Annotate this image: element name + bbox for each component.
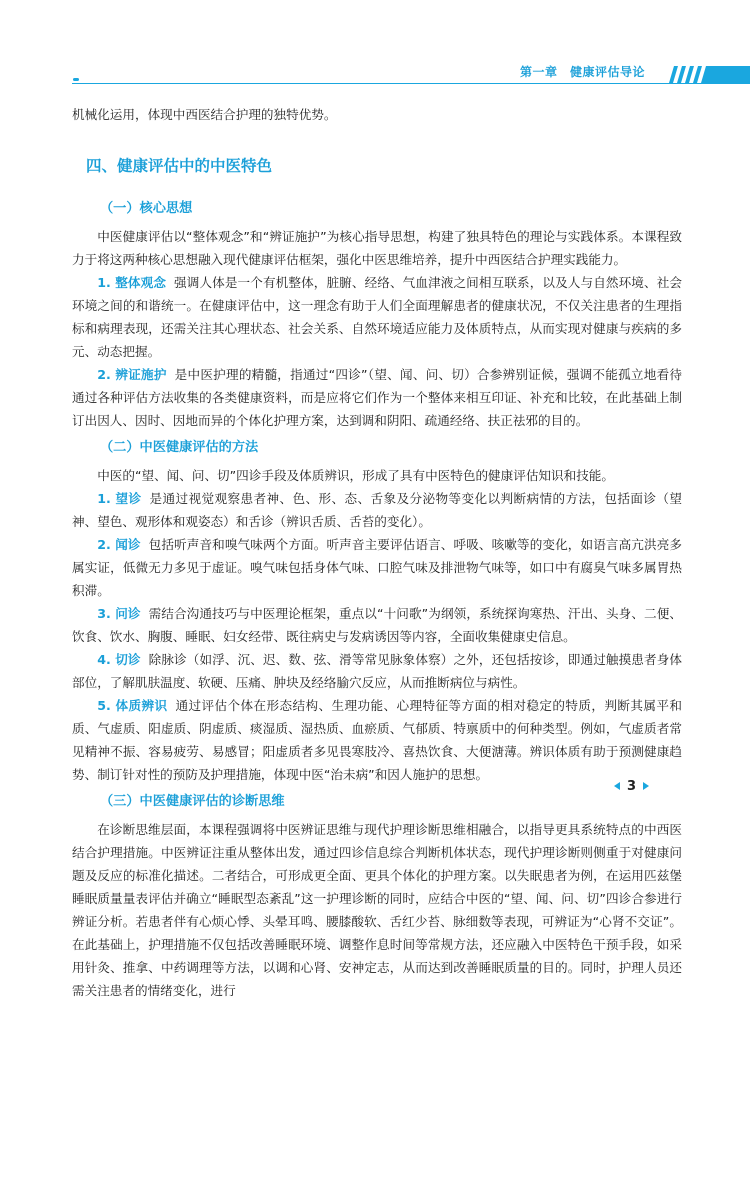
term-lead: 1. 整体观念 [97,275,167,290]
paragraph-palpation [72,648,682,694]
subsection-heading-methods: （二）中医健康评估的方法 [100,440,259,455]
continued-paragraph: 机械化运用，体现中西医结合护理的独特优势。 [72,107,337,122]
term-text: 需结合沟通技巧与中医理论框架，重点以“十问歌”为纲领，系统探询寒热、汗出、头身、二便、饮食、饮水、胸腹、睡眠、妇女经带、既往病史与发病诱因等内容，全面收集健康史信息。 [72,606,682,644]
header-rule [72,83,750,84]
header-dot-mark [73,78,79,81]
paragraph-listening-smelling [72,533,682,602]
term-text: 强调人体是一个有机整体，脏腑、经络、气血津液之间相互联系，以及人与自然环境、社会环境之间的和谐统一。在健康评估中，这一理念有助于人们全面理解患者的健康状况，不仅关注患者的生理指标和病理表现，还需关注其心理状态、社会关系、自然环境适应能力及体质特点，从而实现对健康与疾病的多元、动态把握。 [72,275,683,359]
paragraph-holistic-concept [72,271,682,363]
paragraph-inspection [72,487,682,533]
triangle-left-icon [614,782,620,790]
paragraph-constitution [72,694,682,786]
triangle-right-icon [643,782,649,790]
page-number-footer [614,776,649,796]
term-lead: 1. 望诊 [97,491,142,506]
page-number: 3 [627,778,637,794]
page-body [72,103,682,1002]
paragraph-syndrome-nursing [72,363,682,432]
term-text: 是中医护理的精髓，指通过“四诊”（望、闻、问、切）合参辨别证候，强调不能孤立地看待通过各种评估方法收集的各类健康资料，而是应将它们作为一个整体来相互印证、补充和比较，在此基础上制订出因人、因时、因地而异的个体化护理方案，达到调和阴阳、疏通经络、扶正祛邪的目的。 [72,367,682,428]
paragraph-diagnostic-thinking: 在诊断思维层面，本课程强调将中医辨证思维与现代护理诊断思维相融合，以指导更具系统特点的中西医结合护理措施。中医辨证注重从整体出发，通过四诊信息综合判断机体状态，现代护理诊断则侧重于对健康问题及反应的标准化描述。二者结合，可形成更全面、更具个体化的护理方案。以失眠患者为例，在运用匹兹堡睡眠质量量表评估并确立“睡眠型态紊乱”这一护理诊断的同时，应结合中医的“望、闻、问、切”四诊合参进行辨证分析。若患者伴有心烦心悸、头晕耳鸣、腰膝酸软、舌红少苔、脉细数等表现，可辨证为“心肾不交证”。在此基础上，护理措施不仅包括改善睡眠环境、调整作息时间等常规方法，还应融入中医特色干预手段，如采用针灸、推拿、中药调理等方法，以调和心肾、安神定志，从而达到改善睡眠质量的目的。同时，护理人员还需关注患者的情绪变化，进行 [72,822,682,998]
subsection-heading-diagnostic-thinking: （三）中医健康评估的诊断思维 [100,794,285,809]
section-heading: 四、健康评估中的中医特色 [86,157,273,175]
term-lead: 5. 体质辨识 [97,698,168,713]
term-lead: 2. 辨证施护 [97,367,167,382]
subsection-heading-core-ideas: （一）核心思想 [100,201,193,216]
term-text: 通过评估个体在形态结构、生理功能、心理特征等方面的相对稳定的特质，判断其属平和质、气虚质、阳虚质、阴虚质、痰湿质、湿热质、血瘀质、气郁质、特禀质中的何种类型。例如，气虚质者常见精神不振、容易疲劳、易感冒；阳虚质者多见畏寒肢冷、喜热饮食、大便溏薄。辨识体质有助于预测健康趋势、制订针对性的预防及护理措施，体现中医“治未病”和因人施护的思想。 [72,698,682,782]
paragraph-core-ideas-intro: 中医健康评估以“整体观念”和“辨证施护”为核心指导思想，构建了独具特色的理论与实践体系。本课程致力于将这两种核心思想融入现代健康评估框架，强化中医思维培养，提升中西医结合护理实践能力。 [72,229,682,267]
running-header-chapter: 第一章 健康评估导论 [520,65,646,79]
term-lead: 4. 切诊 [97,652,141,667]
header-stripes-decoration [663,66,750,83]
term-text: 除脉诊（如浮、沉、迟、数、弦、滑等常见脉象体察）之外，还包括按诊，即通过触摸患者身体部位，了解肌肤温度、软硬、压痛、肿块及经络腧穴反应，从而推断病位与病性。 [72,652,683,690]
paragraph-inquiry [72,602,682,648]
term-lead: 3. 问诊 [97,606,141,621]
term-text: 包括听声音和嗅气味两个方面。听声音主要评估语言、呼吸、咳嗽等的变化，如语言高亢洪亮多属实证，低微无力多见于虚证。嗅气味包括身体气味、口腔气味及排泄物气味等，如口中有腐臭气味多属胃热积滞。 [72,537,683,598]
paragraph-methods-intro: 中医的“望、闻、问、切”四诊手段及体质辨识，形成了具有中医特色的健康评估知识和技能。 [97,468,614,483]
term-lead: 2. 闻诊 [97,537,141,552]
term-text: 是通过视觉观察患者神、色、形、态、舌象及分泌物等变化以判断病情的方法，包括面诊（望神、望色、观形体和观姿态）和舌诊（辨识舌质、舌苔的变化）。 [72,491,683,529]
